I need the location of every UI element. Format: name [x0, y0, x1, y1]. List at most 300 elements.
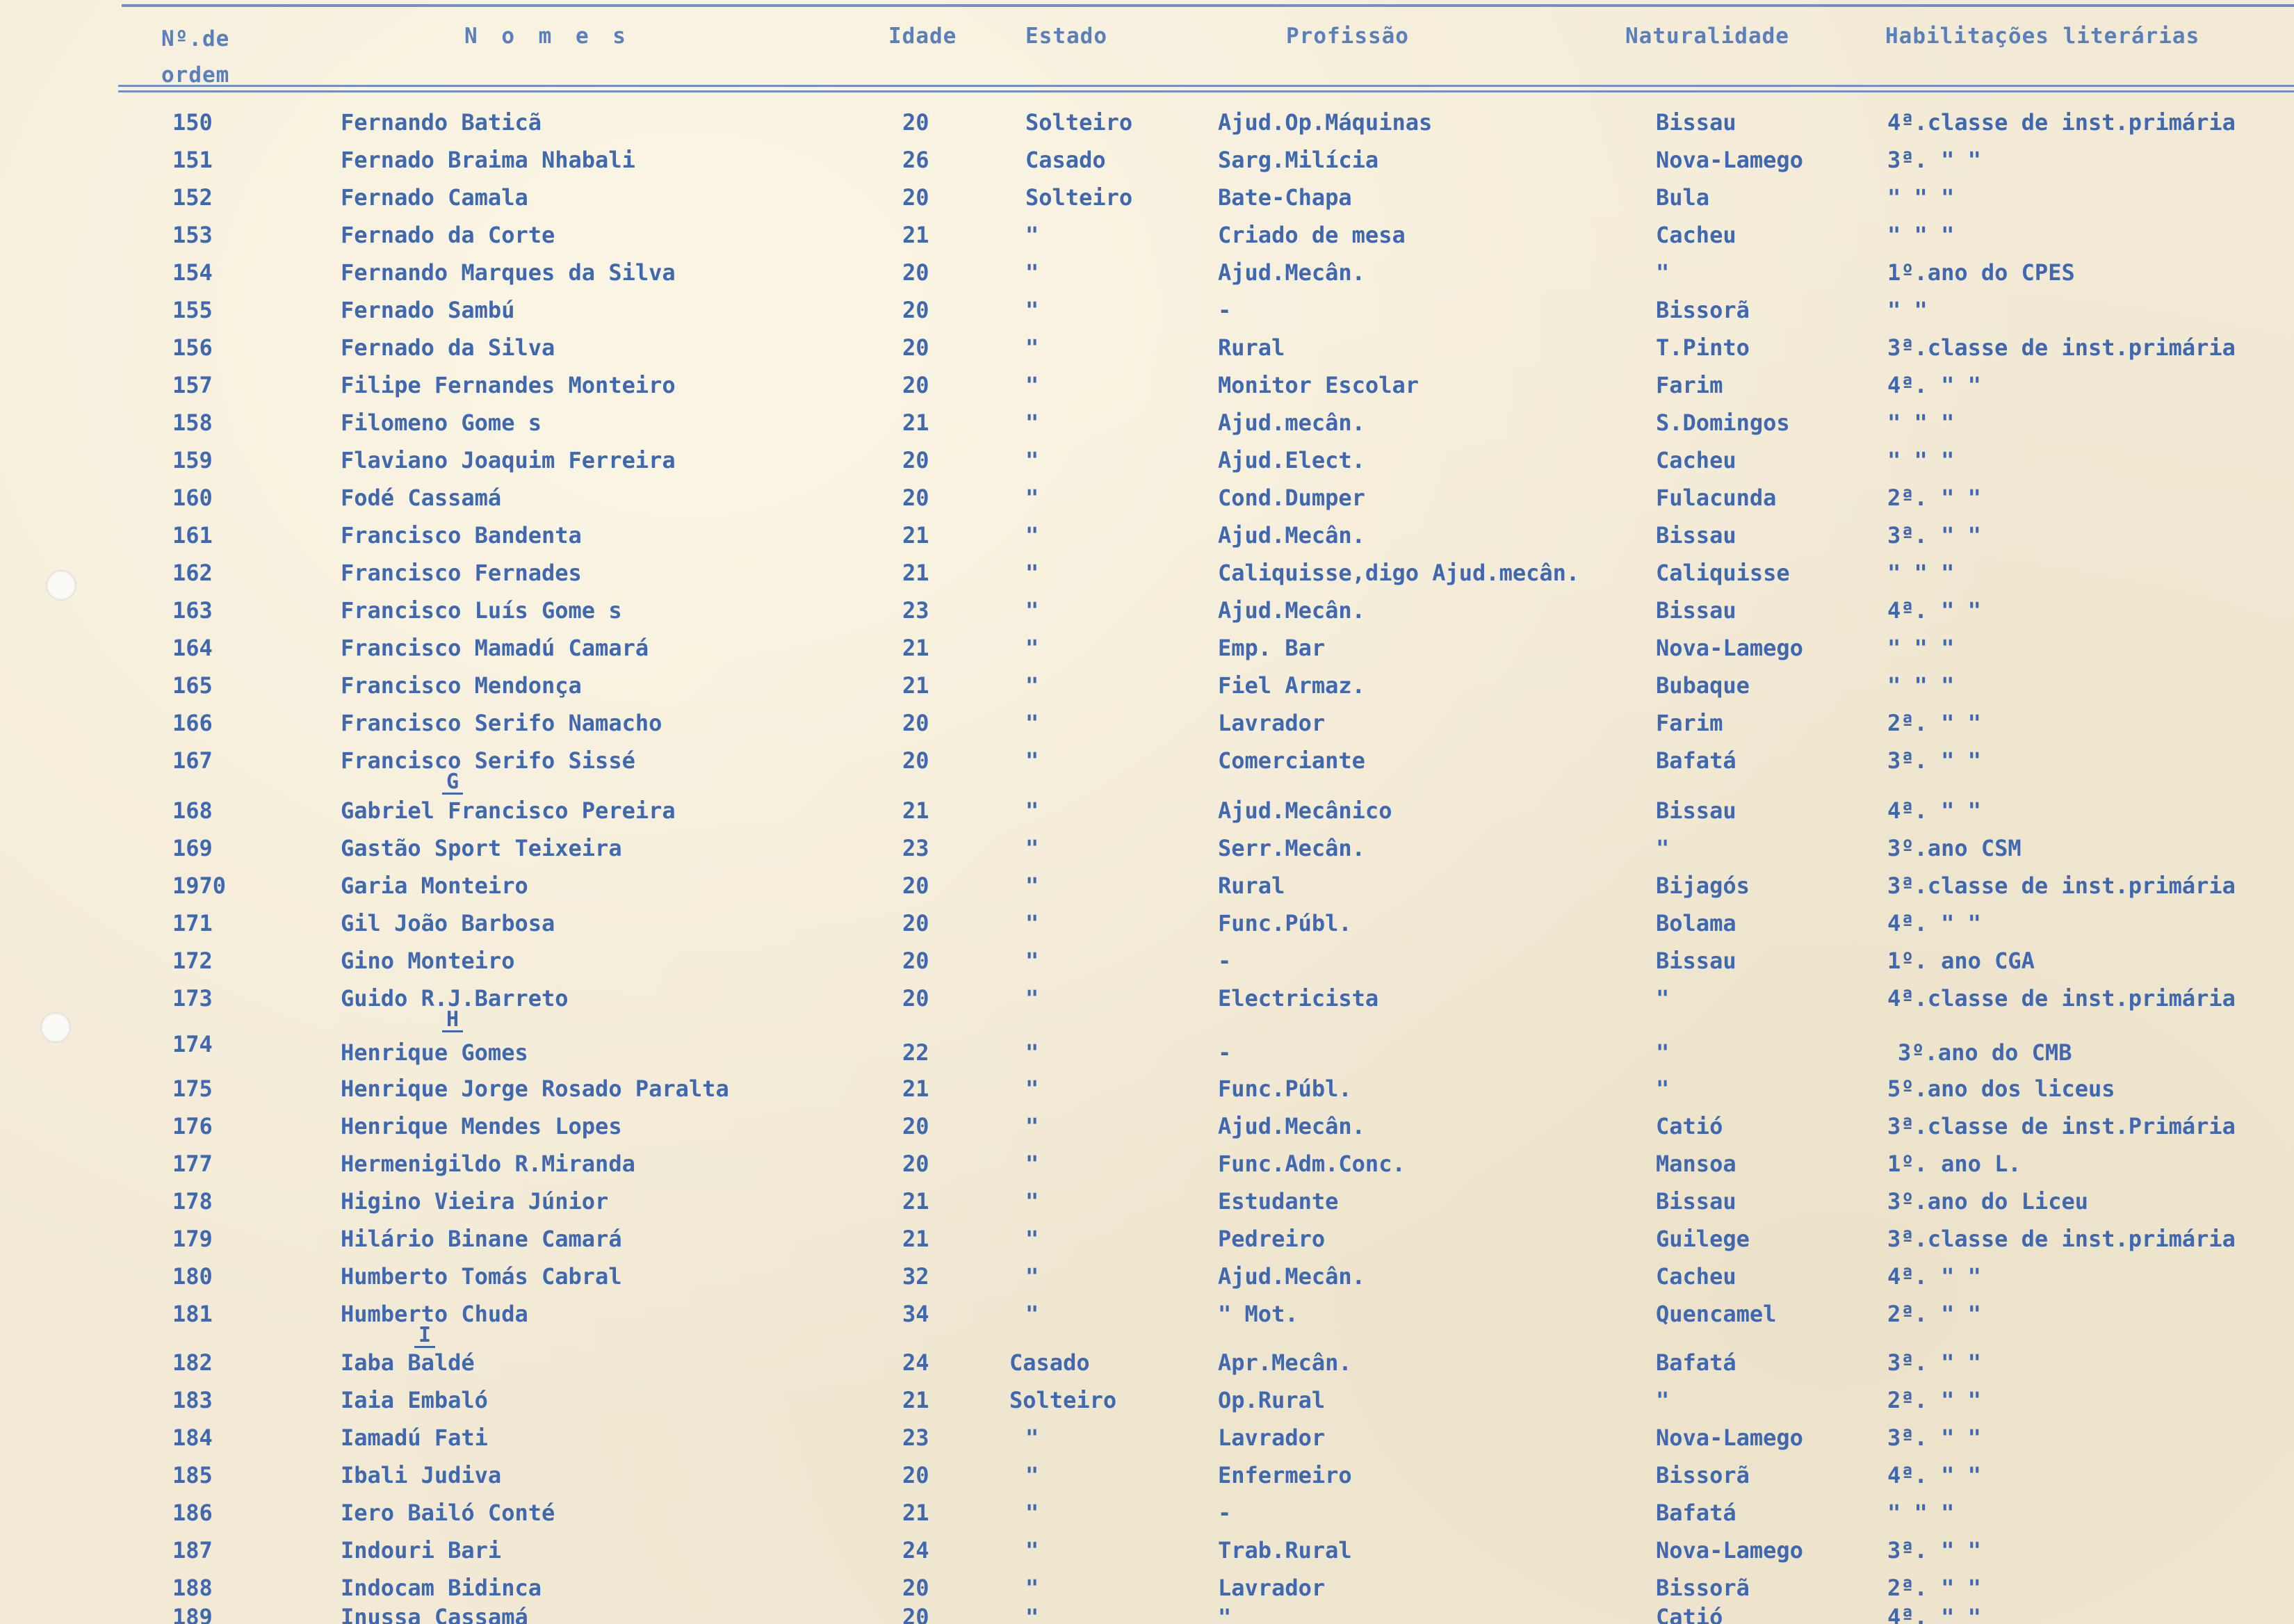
- table-row: [0, 1499, 2294, 1536]
- table-row: [0, 446, 2294, 484]
- cell-name: Higino Vieira Júnior: [341, 1188, 609, 1215]
- handwritten-correction: G: [442, 772, 463, 795]
- cell-num: 154: [172, 259, 213, 286]
- cell-status: ": [1025, 985, 1039, 1012]
- cell-profession: -: [1218, 1039, 1232, 1066]
- cell-profession: Fiel Armaz.: [1218, 672, 1365, 699]
- cell-num: 186: [172, 1500, 213, 1526]
- cell-status: ": [1025, 1151, 1039, 1177]
- header-profession: Profissão: [1286, 24, 1409, 49]
- cell-profession: " Mot.: [1218, 1301, 1299, 1327]
- cell-origin: Bafatá: [1656, 747, 1736, 774]
- table-row: [0, 1300, 2294, 1338]
- cell-age: 20: [902, 1604, 929, 1624]
- cell-profession: Trab.Rural: [1218, 1537, 1352, 1564]
- cell-name: Fernado da Corte: [341, 222, 555, 248]
- cell-status: ": [1025, 1301, 1039, 1327]
- cell-name: Gil João Barbosa: [341, 910, 555, 936]
- header-num: Nº.de ordem: [161, 26, 230, 88]
- cell-age: 20: [902, 447, 929, 473]
- cell-name: Iero Bailó Conté: [341, 1500, 555, 1526]
- cell-age: 21: [902, 560, 929, 586]
- cell-name: Gastão Sport Teixeira: [341, 835, 622, 861]
- cell-age: 20: [902, 372, 929, 398]
- header-rule-2: [118, 90, 2294, 92]
- cell-status: ": [1025, 797, 1039, 824]
- cell-num: 167: [172, 747, 213, 774]
- cell-origin: ": [1656, 259, 1670, 286]
- cell-status: ": [1025, 910, 1039, 936]
- cell-profession: Ajud.mecân.: [1218, 409, 1365, 436]
- cell-profession: Comerciante: [1218, 747, 1365, 774]
- cell-profession: Ajud.Mecân.: [1218, 522, 1365, 549]
- cell-status: ": [1025, 334, 1039, 361]
- cell-name: Henrique Jorge Rosado Paralta: [341, 1075, 729, 1102]
- handwritten-correction: I: [414, 1325, 435, 1348]
- cell-name: Guido R.J.Barreto: [341, 985, 569, 1012]
- cell-age: 20: [902, 747, 929, 774]
- table-row: [0, 947, 2294, 984]
- cell-name: Gabriel Francisco Pereira: [341, 797, 676, 824]
- cell-origin: Bissau: [1656, 109, 1736, 136]
- cell-origin: Caliquisse: [1656, 560, 1790, 586]
- cell-profession: -: [1218, 297, 1232, 323]
- cell-origin: Catió: [1656, 1113, 1723, 1139]
- cell-education: 2ª. " ": [1887, 1575, 1981, 1601]
- cell-num: 171: [172, 910, 213, 936]
- cell-status: ": [1025, 1226, 1039, 1252]
- cell-name: Filipe Fernandes Monteiro: [341, 372, 676, 398]
- cell-name: Inussa Cassamá: [341, 1604, 528, 1624]
- cell-status: ": [1025, 948, 1039, 974]
- cell-origin: Bissau: [1656, 597, 1736, 624]
- cell-age: 20: [902, 259, 929, 286]
- cell-status: ": [1025, 1113, 1039, 1139]
- table-row: [0, 409, 2294, 446]
- cell-origin: Cacheu: [1656, 1263, 1736, 1290]
- cell-origin: ": [1656, 985, 1670, 1012]
- cell-status: ": [1025, 1537, 1039, 1564]
- cell-num: 161: [172, 522, 213, 549]
- cell-age: 20: [902, 485, 929, 511]
- cell-age: 20: [902, 109, 929, 136]
- cell-status: ": [1025, 835, 1039, 861]
- cell-profession: Lavrador: [1218, 1575, 1326, 1601]
- table-row: [0, 834, 2294, 872]
- table-row: [0, 909, 2294, 947]
- table-row: [0, 634, 2294, 672]
- table-row: [0, 747, 2294, 784]
- table-row: [0, 1112, 2294, 1150]
- cell-origin: Nova-Lamego: [1656, 635, 1803, 661]
- cell-status: Solteiro: [1025, 184, 1133, 211]
- cell-origin: Cacheu: [1656, 447, 1736, 473]
- table-row: [0, 1262, 2294, 1300]
- cell-name: Fernado Camala: [341, 184, 528, 211]
- cell-name: Fernando Marques da Silva: [341, 259, 676, 286]
- cell-age: 20: [902, 1575, 929, 1601]
- cell-profession: Func.Públ.: [1218, 1075, 1352, 1102]
- cell-status: ": [1025, 1039, 1039, 1066]
- cell-education: 1º. ano CGA: [1887, 948, 2035, 974]
- table-row: [0, 1461, 2294, 1499]
- cell-age: 26: [902, 147, 929, 173]
- cell-education: " " ": [1887, 560, 1955, 586]
- cell-age: 20: [902, 1113, 929, 1139]
- table-row: [0, 108, 2294, 146]
- cell-profession: Ajud.Mecân.: [1218, 597, 1365, 624]
- cell-age: 23: [902, 597, 929, 624]
- cell-num: 156: [172, 334, 213, 361]
- cell-name: Humberto Chuda: [341, 1301, 528, 1327]
- cell-age: 21: [902, 1500, 929, 1526]
- cell-origin: Bafatá: [1656, 1349, 1736, 1376]
- cell-profession: -: [1218, 1500, 1232, 1526]
- table-row: [0, 559, 2294, 596]
- table-row: [0, 334, 2294, 371]
- cell-name: Ibali Judiva: [341, 1462, 502, 1488]
- cell-education: 3ª.classe de inst.primária: [1887, 872, 2236, 899]
- cell-age: 20: [902, 184, 929, 211]
- cell-origin: Bissorã: [1656, 1575, 1750, 1601]
- table-row: [0, 184, 2294, 221]
- cell-profession: Rural: [1218, 872, 1285, 899]
- cell-origin: ": [1656, 835, 1670, 861]
- cell-num: 178: [172, 1188, 213, 1215]
- cell-name: Indouri Bari: [341, 1537, 502, 1564]
- cell-profession: Sarg.Milícia: [1218, 147, 1379, 173]
- cell-education: 4ª. " ": [1887, 597, 1981, 624]
- table-row: [0, 1150, 2294, 1187]
- top-rule: [122, 4, 2294, 7]
- cell-age: 21: [902, 797, 929, 824]
- cell-education: 2ª. " ": [1887, 1387, 1981, 1413]
- cell-num: 150: [172, 109, 213, 136]
- cell-profession: Ajud.Elect.: [1218, 447, 1365, 473]
- cell-age: 23: [902, 835, 929, 861]
- cell-num: 1970: [172, 872, 227, 899]
- cell-age: 23: [902, 1424, 929, 1451]
- table-row: [0, 984, 2294, 1022]
- table-row: [0, 1386, 2294, 1424]
- cell-education: 4ª.classe de inst.primária: [1887, 985, 2236, 1012]
- cell-origin: Farim: [1656, 710, 1723, 736]
- cell-num: 163: [172, 597, 213, 624]
- cell-num: 187: [172, 1537, 213, 1564]
- table-row: [0, 259, 2294, 296]
- cell-age: 20: [902, 710, 929, 736]
- header-age: Idade: [888, 24, 957, 49]
- cell-profession: Pedreiro: [1218, 1226, 1326, 1252]
- cell-profession: Func.Públ.: [1218, 910, 1352, 936]
- cell-origin: Bafatá: [1656, 1500, 1736, 1526]
- cell-education: 4ª.classe de inst.primária: [1887, 109, 2236, 136]
- cell-status: Solteiro: [1009, 1387, 1117, 1413]
- cell-education: 3º.ano CSM: [1887, 835, 2022, 861]
- cell-num: 166: [172, 710, 213, 736]
- table-row: [0, 1603, 2294, 1624]
- cell-num: 168: [172, 797, 213, 824]
- header-education: Habilitações literárias: [1885, 24, 2200, 49]
- header-name: N o m e s: [464, 24, 631, 49]
- cell-profession: ": [1218, 1604, 1232, 1624]
- cell-status: ": [1025, 635, 1039, 661]
- cell-profession: Lavrador: [1218, 1424, 1326, 1451]
- cell-education: 3º.ano do Liceu: [1887, 1188, 2088, 1215]
- cell-name: Francisco Mamadú Camará: [341, 635, 649, 661]
- cell-num: 164: [172, 635, 213, 661]
- cell-num: 172: [172, 948, 213, 974]
- cell-profession: Op.Rural: [1218, 1387, 1326, 1413]
- cell-education: 3ª. " ": [1887, 522, 1981, 549]
- cell-age: 21: [902, 409, 929, 436]
- cell-education: " ": [1887, 297, 1928, 323]
- handwritten-correction: H: [442, 1009, 463, 1032]
- cell-status: ": [1025, 297, 1039, 323]
- cell-origin: Mansoa: [1656, 1151, 1736, 1177]
- cell-num: 177: [172, 1151, 213, 1177]
- cell-education: 3ª.classe de inst.primária: [1887, 334, 2236, 361]
- cell-origin: Farim: [1656, 372, 1723, 398]
- cell-education: 4ª. " ": [1887, 1462, 1981, 1488]
- cell-age: 20: [902, 334, 929, 361]
- cell-profession: Electricista: [1218, 985, 1379, 1012]
- cell-origin: S.Domingos: [1656, 409, 1790, 436]
- cell-name: Francisco Serifo Namacho: [341, 710, 662, 736]
- cell-num: 169: [172, 835, 213, 861]
- cell-name: Francisco Serifo Sissé: [341, 747, 635, 774]
- cell-name: Hermenigildo R.Miranda: [341, 1151, 635, 1177]
- cell-name: Fernado Sambú: [341, 297, 515, 323]
- cell-num: 180: [172, 1263, 213, 1290]
- cell-num: 188: [172, 1575, 213, 1601]
- cell-age: 21: [902, 1226, 929, 1252]
- cell-education: 3ª. " ": [1887, 1537, 1981, 1564]
- cell-name: Henrique Mendes Lopes: [341, 1113, 622, 1139]
- cell-name: Fernando Baticã: [341, 109, 542, 136]
- cell-age: 24: [902, 1349, 929, 1376]
- cell-num: 182: [172, 1349, 213, 1376]
- cell-status: ": [1025, 522, 1039, 549]
- cell-origin: T.Pinto: [1656, 334, 1750, 361]
- table-row: [0, 484, 2294, 521]
- cell-profession: Rural: [1218, 334, 1285, 361]
- cell-age: 21: [902, 1387, 929, 1413]
- cell-education: 3ª. " ": [1887, 1424, 1981, 1451]
- cell-num: 184: [172, 1424, 213, 1451]
- cell-age: 24: [902, 1537, 929, 1564]
- cell-origin: Bissau: [1656, 948, 1736, 974]
- cell-origin: Bissorã: [1656, 297, 1750, 323]
- cell-origin: Nova-Lamego: [1656, 1424, 1803, 1451]
- cell-age: 20: [902, 872, 929, 899]
- cell-name: Iaba Baldé: [341, 1349, 475, 1376]
- cell-num: 157: [172, 372, 213, 398]
- table-row: [0, 371, 2294, 409]
- cell-status: ": [1025, 259, 1039, 286]
- table-row: [0, 1349, 2294, 1386]
- cell-origin: ": [1656, 1075, 1670, 1102]
- cell-num: 183: [172, 1387, 213, 1413]
- cell-education: " " ": [1887, 409, 1955, 436]
- cell-origin: Bolama: [1656, 910, 1736, 936]
- cell-origin: Bissau: [1656, 522, 1736, 549]
- cell-num: 155: [172, 297, 213, 323]
- cell-origin: Guilege: [1656, 1226, 1750, 1252]
- cell-education: 4ª. " ": [1887, 797, 1981, 824]
- cell-name: Humberto Tomás Cabral: [341, 1263, 622, 1290]
- table-row: [0, 797, 2294, 834]
- cell-status: Solteiro: [1025, 109, 1133, 136]
- cell-num: 173: [172, 985, 213, 1012]
- cell-profession: Serr.Mecân.: [1218, 835, 1365, 861]
- cell-num: 158: [172, 409, 213, 436]
- cell-education: " " ": [1887, 635, 1955, 661]
- cell-origin: Nova-Lamego: [1656, 147, 1803, 173]
- cell-num: 159: [172, 447, 213, 473]
- cell-status: ": [1025, 447, 1039, 473]
- cell-name: Francisco Luís Gome s: [341, 597, 622, 624]
- table-row: [0, 709, 2294, 747]
- cell-origin: Catió: [1656, 1604, 1723, 1624]
- table-row: [0, 221, 2294, 259]
- cell-name: Garia Monteiro: [341, 872, 528, 899]
- cell-origin: Nova-Lamego: [1656, 1537, 1803, 1564]
- cell-profession: Criado de mesa: [1218, 222, 1406, 248]
- cell-origin: Quencamel: [1656, 1301, 1777, 1327]
- cell-name: Iaia Embaló: [341, 1387, 488, 1413]
- table-row: [0, 1225, 2294, 1262]
- cell-age: 22: [902, 1039, 929, 1066]
- cell-num: 160: [172, 485, 213, 511]
- cell-status: Casado: [1025, 147, 1106, 173]
- cell-education: 1º.ano do CPES: [1887, 259, 2075, 286]
- cell-education: 4ª. " ": [1887, 1604, 1981, 1624]
- cell-origin: Bissorã: [1656, 1462, 1750, 1488]
- cell-profession: Ajud.Mecân.: [1218, 1113, 1365, 1139]
- table-row: [0, 296, 2294, 334]
- cell-num: 181: [172, 1301, 213, 1327]
- cell-profession: -: [1218, 948, 1232, 974]
- cell-num: 162: [172, 560, 213, 586]
- cell-status: ": [1025, 672, 1039, 699]
- cell-education: 3º.ano do CMB: [1898, 1039, 2072, 1066]
- cell-education: 3ª. " ": [1887, 1349, 1981, 1376]
- cell-name: Francisco Bandenta: [341, 522, 582, 549]
- cell-status: ": [1025, 1188, 1039, 1215]
- cell-num: 153: [172, 222, 213, 248]
- cell-status: ": [1025, 1604, 1039, 1624]
- cell-status: ": [1025, 597, 1039, 624]
- cell-profession: Func.Adm.Conc.: [1218, 1151, 1406, 1177]
- cell-age: 21: [902, 1188, 929, 1215]
- cell-age: 20: [902, 297, 929, 323]
- cell-profession: Bate-Chapa: [1218, 184, 1352, 211]
- cell-origin: Fulacunda: [1656, 485, 1777, 511]
- cell-education: 3ª.classe de inst.primária: [1887, 1226, 2236, 1252]
- cell-education: 1º. ano L.: [1887, 1151, 2022, 1177]
- cell-status: ": [1025, 1263, 1039, 1290]
- cell-profession: Monitor Escolar: [1218, 372, 1419, 398]
- cell-status: Casado: [1009, 1349, 1090, 1376]
- cell-num: 165: [172, 672, 213, 699]
- header-rule-1: [118, 85, 2294, 87]
- cell-name: Francisco Mendonça: [341, 672, 582, 699]
- cell-profession: Apr.Mecân.: [1218, 1349, 1352, 1376]
- cell-name: Fodé Cassamá: [341, 485, 502, 511]
- cell-profession: Lavrador: [1218, 710, 1326, 736]
- cell-education: 4ª. " ": [1887, 372, 1981, 398]
- cell-education: 2ª. " ": [1887, 710, 1981, 736]
- cell-name: Indocam Bidinca: [341, 1575, 542, 1601]
- cell-name: Iamadú Fati: [341, 1424, 488, 1451]
- cell-origin: ": [1656, 1039, 1670, 1066]
- cell-name: Henrique Gomes: [341, 1039, 528, 1066]
- cell-num: 174: [172, 1031, 213, 1057]
- cell-profession: Enfermeiro: [1218, 1462, 1352, 1488]
- cell-status: ": [1025, 1500, 1039, 1526]
- cell-status: ": [1025, 1462, 1039, 1488]
- cell-status: ": [1025, 710, 1039, 736]
- cell-status: ": [1025, 747, 1039, 774]
- cell-name: Francisco Fernades: [341, 560, 582, 586]
- cell-num: 185: [172, 1462, 213, 1488]
- cell-num: 175: [172, 1075, 213, 1102]
- cell-age: 21: [902, 635, 929, 661]
- table-row: [0, 1030, 2294, 1068]
- cell-profession: Emp. Bar: [1218, 635, 1326, 661]
- table-row: [0, 1187, 2294, 1225]
- cell-education: 4ª. " ": [1887, 910, 1981, 936]
- cell-profession: Ajud.Mecân.: [1218, 259, 1365, 286]
- cell-education: 4ª. " ": [1887, 1263, 1981, 1290]
- table-row: [0, 596, 2294, 634]
- cell-education: " " ": [1887, 447, 1955, 473]
- cell-age: 21: [902, 522, 929, 549]
- cell-status: ": [1025, 1575, 1039, 1601]
- cell-profession: Caliquisse,digo Ajud.mecân.: [1218, 560, 1580, 586]
- cell-age: 21: [902, 222, 929, 248]
- header-status: Estado: [1025, 24, 1107, 49]
- cell-education: " " ": [1887, 222, 1955, 248]
- cell-status: ": [1025, 222, 1039, 248]
- table-row: [0, 1424, 2294, 1461]
- cell-age: 21: [902, 1075, 929, 1102]
- cell-education: 2ª. " ": [1887, 1301, 1981, 1327]
- cell-education: 3ª. " ": [1887, 747, 1981, 774]
- table-row: [0, 1075, 2294, 1112]
- cell-num: 151: [172, 147, 213, 173]
- cell-origin: Bula: [1656, 184, 1710, 211]
- cell-age: 20: [902, 1462, 929, 1488]
- cell-origin: Bubaque: [1656, 672, 1750, 699]
- cell-profession: Cond.Dumper: [1218, 485, 1365, 511]
- table-row: [0, 872, 2294, 909]
- cell-num: 179: [172, 1226, 213, 1252]
- cell-origin: Cacheu: [1656, 222, 1736, 248]
- cell-origin: Bissau: [1656, 797, 1736, 824]
- cell-education: 3ª. " ": [1887, 147, 1981, 173]
- cell-status: ": [1025, 409, 1039, 436]
- cell-profession: Ajud.Mecânico: [1218, 797, 1392, 824]
- cell-education: 2ª. " ": [1887, 485, 1981, 511]
- cell-name: Hilário Binane Camará: [341, 1226, 622, 1252]
- cell-profession: Ajud.Mecân.: [1218, 1263, 1365, 1290]
- cell-age: 32: [902, 1263, 929, 1290]
- cell-name: Gino Monteiro: [341, 948, 515, 974]
- table-row: [0, 146, 2294, 184]
- cell-education: " " ": [1887, 184, 1955, 211]
